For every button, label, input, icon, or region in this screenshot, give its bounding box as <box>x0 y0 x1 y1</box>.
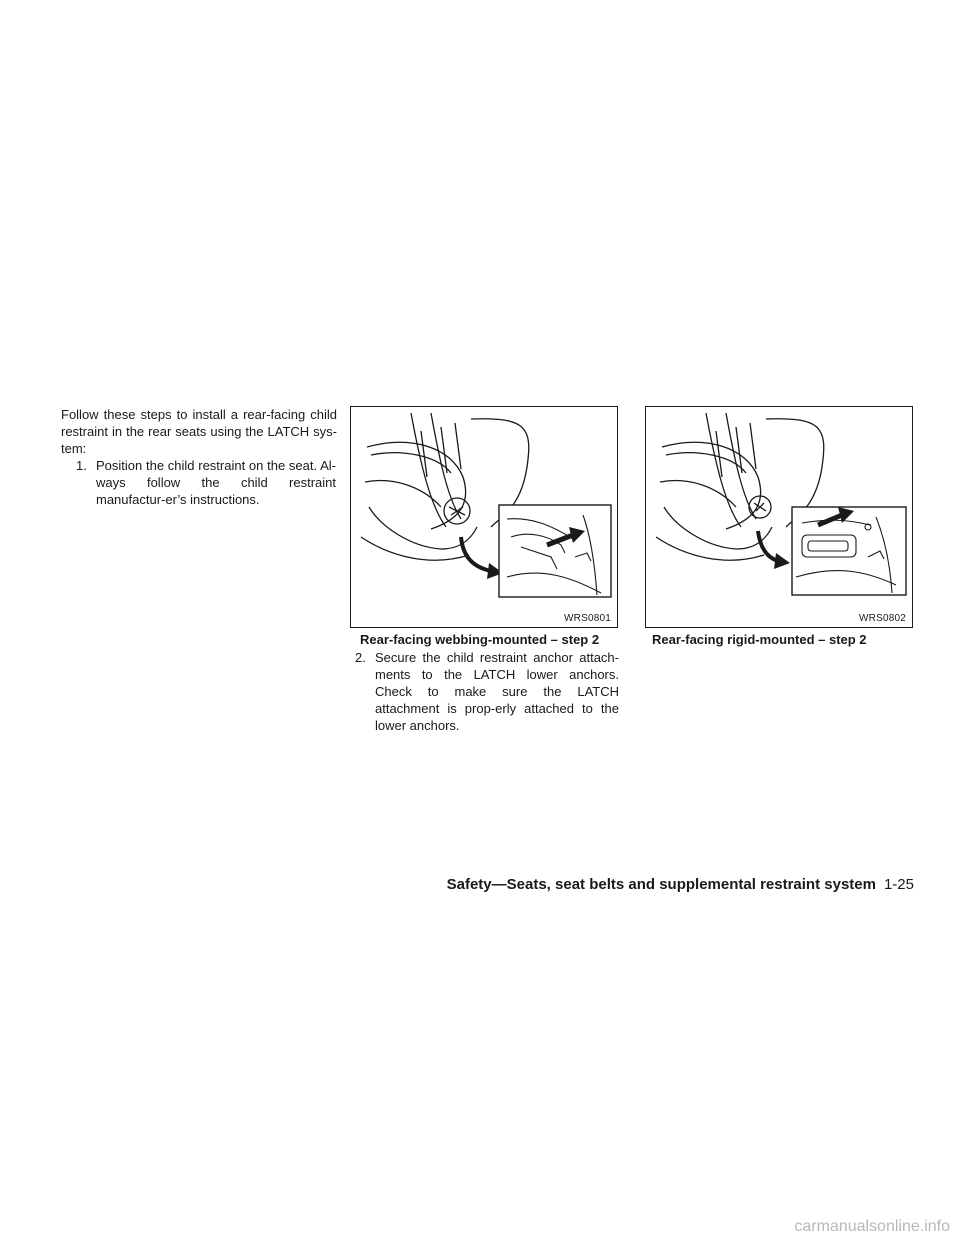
page-number: 1-25 <box>883 876 914 893</box>
figure-caption: Rear-facing rigid-mounted – step 2 <box>652 632 867 647</box>
section-title: Safety—Seats, seat belts and supplemental restraint system <box>446 876 876 893</box>
step-1 <box>76 457 336 508</box>
figure-caption: Rear-facing webbing-mounted – step 2 <box>360 632 600 647</box>
page-footer <box>0 876 914 893</box>
step-2 <box>355 649 619 734</box>
intro-paragraph: Follow these steps to install a rear-facing child restraint in the rear seats using the LATCH sys-tem: <box>61 407 337 456</box>
seat-illustration-rigid <box>646 407 912 627</box>
seat-illustration-webbing <box>351 407 617 627</box>
step-text: Secure the child restraint anchor attach-ments to the LATCH lower anchors. Check to make sure the LATCH attachment is prop-erly attached to the lower anchors. <box>375 650 619 733</box>
figure-webbing-mounted <box>350 406 618 628</box>
figure-code: WRS0802 <box>859 613 906 624</box>
figure-rigid-mounted <box>645 406 913 628</box>
figure-code: WRS0801 <box>564 613 611 624</box>
step-text: Position the child restraint on the seat. Al-ways follow the child restraint manufactur-er’s instructions. <box>96 458 336 507</box>
watermark: carmanualsonline.info <box>794 1218 950 1235</box>
step-number: 2. <box>355 650 366 665</box>
step-number: 1. <box>76 458 87 473</box>
